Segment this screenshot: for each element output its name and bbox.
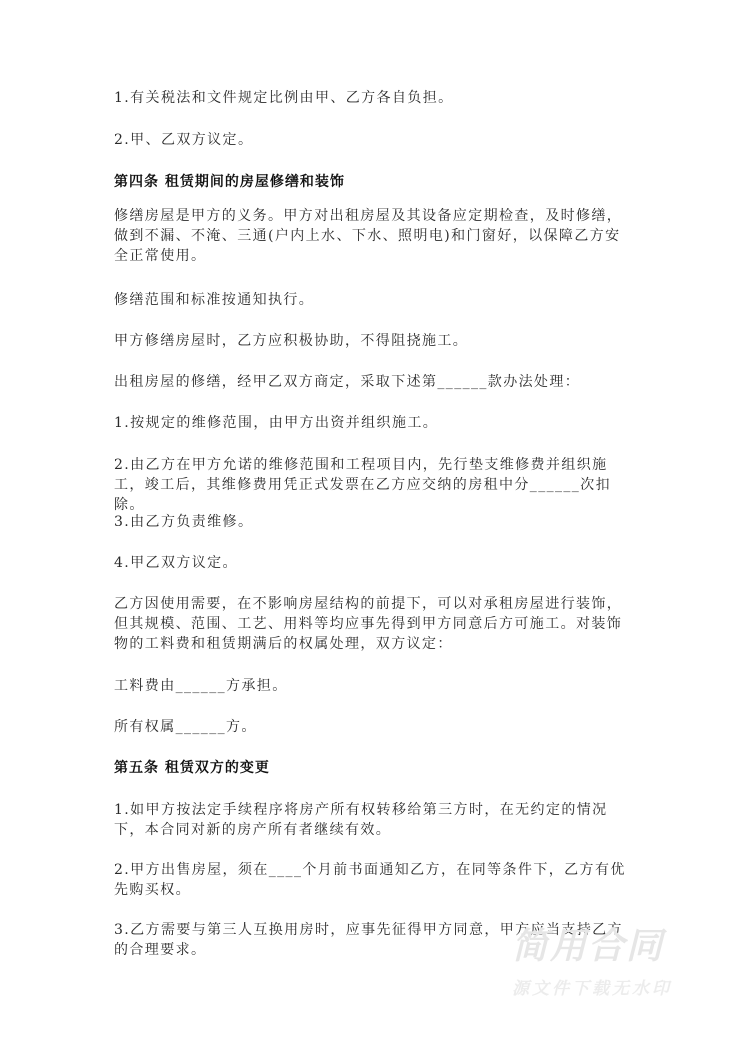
paragraph: 2.甲方出售房屋，须在____个月前书面通知乙方，在同等条件下，乙方有优先购买权。 bbox=[114, 862, 626, 898]
paragraph: 3.由乙方负责维修。 bbox=[114, 514, 254, 530]
paragraph: 1.有关税法和文件规定比例由甲、乙方各自负担。 bbox=[114, 90, 454, 106]
watermark-tagline: 源文件下载无水印 bbox=[512, 979, 672, 999]
paragraph: 乙方因使用需要，在不影响房屋结构的前提下，可以对承租房屋进行装饰，但其规模、范围、工艺、用料等均应事先得到甲方同意后方可施工。对装饰物的工料费和租赁期满后的权属处理，双方议定： bbox=[114, 596, 623, 652]
paragraph: 修缮范围和标准按通知执行。 bbox=[114, 292, 315, 308]
paragraph: 1.按规定的维修范围，由甲方出资并组织施工。 bbox=[114, 415, 439, 431]
paragraph: 工料费由______方承担。 bbox=[114, 678, 288, 694]
paragraph: 2.甲、乙双方议定。 bbox=[114, 132, 254, 148]
paragraph: 4.甲乙双方议定。 bbox=[114, 555, 238, 571]
paragraph: 甲方修缮房屋时，乙方应积极协助，不得阻挠施工。 bbox=[114, 333, 469, 349]
paragraph: 出租房屋的修缮，经甲乙双方商定，采取下述第______款办法处理： bbox=[114, 374, 581, 390]
paragraph: 所有权属______方。 bbox=[114, 719, 257, 735]
paragraph: 2.由乙方在甲方允诺的维修范围和工程项目内，先行垫支维修费并组织施工，竣工后，其维修费用凭正式发票在乙方应交纳的房租中分______次扣除。 bbox=[114, 457, 611, 513]
paragraph: 3.乙方需要与第三人互换用房时，应事先征得甲方同意，甲方应当支持乙方的合理要求。 bbox=[114, 922, 623, 958]
paragraph: 1.如甲方按法定手续程序将房产所有权转移给第三方时，在无约定的情况下，本合同对新的房产所有者继续有效。 bbox=[114, 802, 608, 838]
paragraph: 修缮房屋是甲方的义务。甲方对出租房屋及其设备应定期检查，及时修缮，做到不漏、不淹、三通(户内上水、下水、照明电)和门窗好，以保障乙方安全正常使用。 bbox=[114, 208, 623, 264]
section-heading: 第五条 租赁双方的变更 bbox=[114, 760, 270, 776]
watermark-logo: 简用合同 bbox=[512, 926, 665, 967]
section-heading: 第四条 租赁期间的房屋修缮和装饰 bbox=[114, 174, 345, 190]
